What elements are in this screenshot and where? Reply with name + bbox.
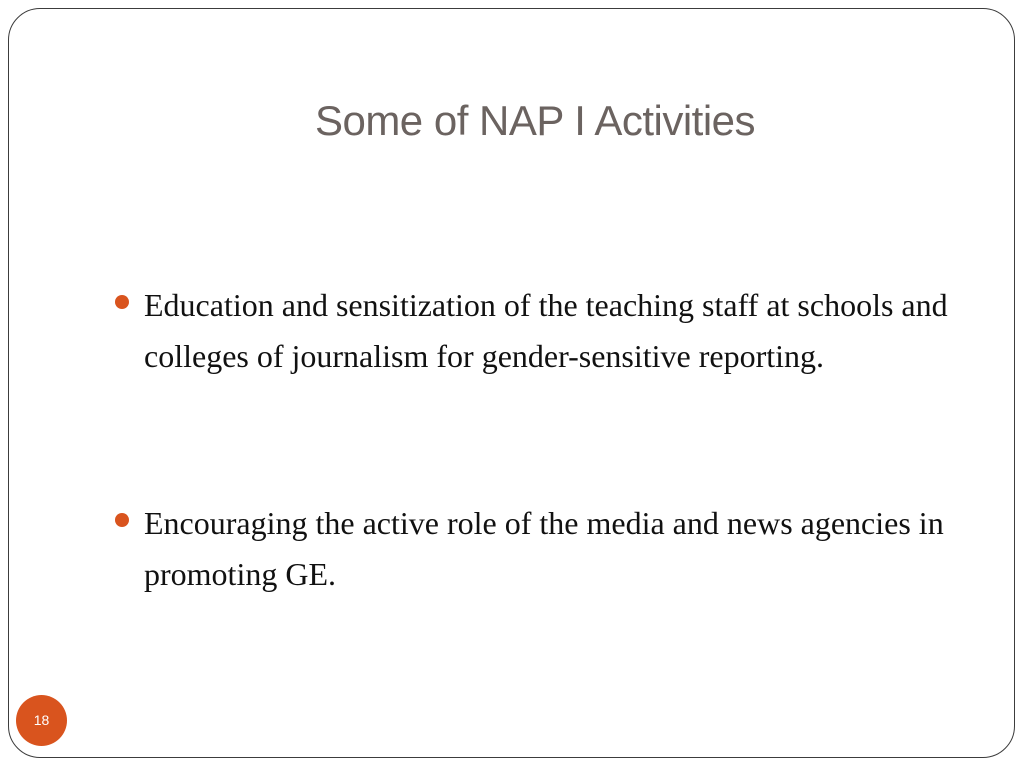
bullet-dot-icon xyxy=(115,295,129,309)
page-number-badge: 18 xyxy=(16,695,67,746)
bullet-list xyxy=(113,280,973,600)
bullet-item xyxy=(113,498,973,600)
bullet-item xyxy=(113,280,973,382)
bullet-text: Encouraging the active role of the media and news agencies in promoting GE. xyxy=(144,505,944,592)
slide-title: Some of NAP I Activities xyxy=(314,97,756,144)
bullet-text: Education and sensitization of the teaching staff at schools and colleges of journalism for gender-sensitive reporting. xyxy=(144,287,948,374)
bullet-dot-icon xyxy=(115,513,129,527)
